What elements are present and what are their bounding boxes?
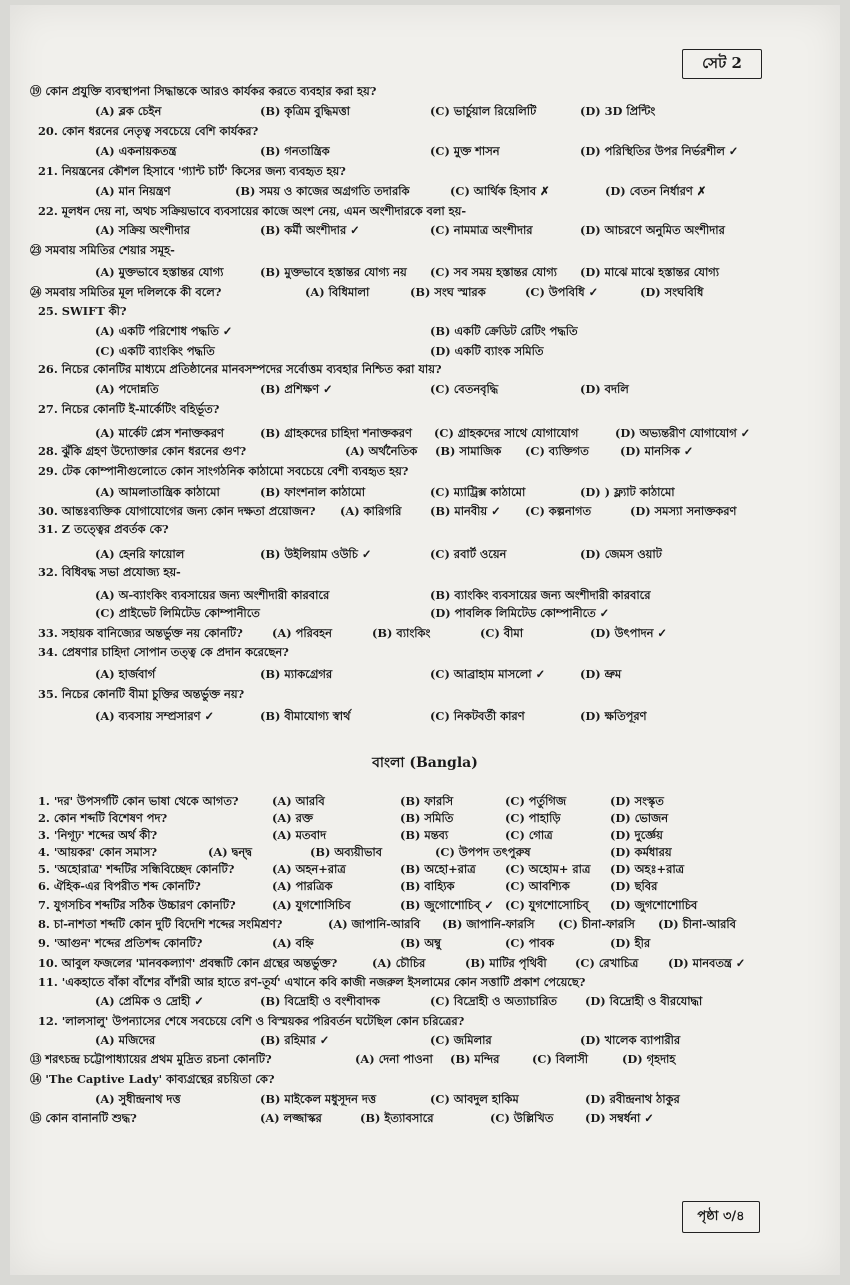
option-text: (B) রহিমার ✓ (260, 1033, 330, 1047)
option-text: (B) ম্যাকগ্রেগর (260, 667, 333, 681)
question-text: 29. টেক কোম্পানীগুলোতে কোন সাংগঠনিক কাঠামো সবচেয়ে বেশী ব্যবহৃত হয়? (38, 464, 409, 478)
option-text: (B) মন্তব্য (400, 828, 449, 842)
option-text: (C) আবশ্যিক (505, 879, 570, 893)
option-text: (C) গ্রাহকদের সাথে যোগাযোগ (434, 426, 579, 440)
option-text: (B) অব্যয়ীভাব (310, 845, 382, 859)
option-text: (B) বিদ্রোহী ও বংশীবাদক (260, 994, 380, 1008)
option-text: (B) সংঘ স্মারক (410, 285, 486, 299)
question-text: 5. 'অহোরাত্র' শব্দটির সন্ধিবিচ্ছেদ কোনটি? (38, 862, 235, 876)
section-title: বাংলা (Bangla) (372, 755, 478, 771)
option-text: (C) রবার্ট ওয়েন (430, 547, 507, 561)
question-text: (A) প্রেমিক ও দ্রোহী ✓ (95, 994, 204, 1008)
option-text: (C) পাহাড়ি (505, 811, 561, 825)
question-line (10, 521, 840, 543)
option-text: (D) গৃহদাহ (622, 1052, 676, 1066)
option-text: (B) গ্রাহকদের চাহিদা শনাক্তকরণ (260, 426, 412, 440)
question-line (10, 143, 840, 165)
question-text: (A) মুক্তভাবে হস্তান্তর যোগ্য (95, 265, 224, 279)
question-text: 10. আবুল ফজলের 'মানবকল্যাণ' প্রবন্ধটি কোন গ্রন্থের অন্তর্ভুক্ত? (38, 956, 338, 970)
option-text: (B) মাইকেল মধুসূদন দত্ত (260, 1092, 377, 1106)
question-text: 3. 'নিগূঢ়' শব্দের অর্থ কী? (38, 828, 158, 842)
option-text: (A) অহন+রাত্র (272, 862, 346, 876)
question-text: (C) প্রাইভেট লিমিটেড কোম্পানীতে (95, 606, 260, 620)
question-line (10, 381, 840, 403)
option-text: (C) আব্রাহাম মাসলো ✓ (430, 667, 546, 681)
option-text: (C) অহোম+ রাত্র (505, 862, 591, 876)
question-text: (A) অ-ব্যাংকিং ব্যবসায়ের জন্য অংশীদারী কারবারে (95, 588, 330, 602)
question-line (10, 935, 840, 957)
option-text: (B) ফাংশনাল কাঠামো (260, 485, 366, 499)
option-text: (C) বিদ্রোহী ও অত্যাচারিত (430, 994, 557, 1008)
option-text: (D) মানসিক ✓ (620, 444, 694, 458)
option-text: (B) ব্যাংকিং ব্যবসায়ের জন্য অংশীদারী কারবারে (430, 588, 651, 602)
question-text: 30. আন্তঃব্যক্তিক যোগাযোগের জন্য কোন দক্ষতা প্রয়োজন? (38, 504, 316, 518)
option-text: (C) সব সময় হস্তান্তর যোগ্য (430, 265, 557, 279)
option-text: (A) জাপানি-আরবি (328, 917, 421, 931)
option-text: (A) অর্থনৈতিক (345, 444, 418, 458)
question-text: (A) একনায়কতন্ত্র (95, 144, 177, 158)
question-text: 28. ঝুঁকি গ্রহণ উদ্যোক্তার কোন ধরনের গুণ? (38, 444, 247, 458)
question-text: 22. মূলধন দেয় না, অথচ সক্রিয়ভাবে ব্যবসায়ের কাজে অংশ নেয়, এমন অংশীদারকে বলা হয়- (38, 204, 467, 218)
option-text: (D) দুর্জ্ঞেয় (610, 828, 663, 842)
option-text: (D) সংঘবিধি (640, 285, 704, 299)
option-text: (B) ব্যাংকিং (372, 626, 431, 640)
option-text: (D) বিদ্রোহী ও বীরযোদ্ধা (585, 994, 703, 1008)
option-text: (C) উপবিধি ✓ (525, 285, 599, 299)
question-text: (A) ব্লক চেইন (95, 104, 162, 118)
option-text: (D) একটি ব্যাংক সমিতি (430, 344, 544, 358)
question-line (10, 443, 840, 465)
question-text: (A) একটি পরিশোধ পদ্ধতি ✓ (95, 324, 233, 338)
option-text: (C) উল্লিখিত (490, 1111, 554, 1125)
question-text: 12. 'লালসালু' উপন্যাসের শেষে সবচেয়ে বেশি ও বিস্ময়কর পরিবর্তন ঘটেছিল কোন চরিত্রের? (38, 1014, 465, 1028)
option-text: (B) ইত্যাবসারে (360, 1111, 434, 1125)
option-text: (C) চীনা-ফারসি (558, 917, 635, 931)
question-text: (A) হেনরি ফায়োল (95, 547, 185, 561)
question-line (10, 242, 840, 264)
option-text: (B) প্রশিক্ষণ ✓ (260, 382, 333, 396)
question-text: 27. নিচের কোনটি ই-মার্কেটিং বহির্ভূত? (38, 402, 220, 416)
question-text: 35. নিচের কোনটি বীমা চুক্তির অন্তর্ভুক্ত নয়? (38, 687, 245, 701)
option-text: (D) রবীন্দ্রনাথ ঠাকুর (585, 1092, 680, 1106)
option-text: (C) যুগশোসোচিব্ (505, 898, 589, 912)
option-text: (C) মুক্ত শাসন (430, 144, 500, 158)
option-text: (C) ম্যাট্রিক্স কাঠামো (430, 485, 526, 499)
option-text: (D) হীর (610, 936, 651, 950)
question-text: 6. ঐহিক-এর বিপরীত শব্দ কোনটি? (38, 879, 201, 893)
option-text: (A) মতবাদ (272, 828, 327, 842)
question-line (10, 361, 840, 383)
option-text: (A) চৌচির (372, 956, 426, 970)
option-text: (D) 3D প্রিন্টিং (580, 104, 656, 118)
option-text: (C) বেতনবৃদ্ধি (430, 382, 499, 396)
option-text: (C) বীমা (480, 626, 524, 640)
option-text: (C) বিলাসী (532, 1052, 588, 1066)
option-text: (C) নামমাত্র অংশীদার (430, 223, 533, 237)
option-text: (B) বাহ্যিক (400, 879, 455, 893)
option-text: (B) জুগোশোচিব্ ✓ (400, 898, 494, 912)
question-line (10, 644, 840, 666)
question-text: ⑭ 'The Captive Lady' কাব্যগ্রন্থের রচয়িতা কে? (30, 1072, 275, 1086)
question-line (10, 1071, 840, 1093)
option-text: (B) বীমাযোগ্য স্বার্থ (260, 709, 351, 723)
question-text: 32. বিধিবদ্ধ সভা প্রযোজ্য হয়- (38, 565, 181, 579)
option-text: (D) পাবলিক লিমিটেড কোম্পানীতে ✓ (430, 606, 610, 620)
option-text: (B) একটি ক্রেডিট রেটিং পদ্ধতি (430, 324, 578, 338)
question-line (10, 163, 840, 185)
option-text: (D) বদলি (580, 382, 629, 396)
question-text: (A) সুধীন্দ্রনাথ দত্ত (95, 1092, 181, 1106)
option-text: (D) অহঃ+রাত্র (610, 862, 685, 876)
question-line (10, 666, 840, 688)
question-line (10, 708, 840, 730)
question-line (10, 183, 840, 205)
question-text: ㉓ সমবায় সমিতির শেয়ার সমূহ- (30, 243, 175, 257)
option-text: (D) খালেক ব্যাপারীর (580, 1033, 681, 1047)
option-text: (B) মানবীয় ✓ (430, 504, 501, 518)
question-line (10, 264, 840, 286)
question-text: 21. নিয়ন্ত্রনের কৌশল হিসাবে 'গ্যান্ট চার্ট' কিসের জন্য ব্যবহৃত হয়? (38, 164, 346, 178)
option-text: (C) রেখাচিত্র (575, 956, 639, 970)
exam-page (10, 5, 840, 1275)
question-text: (C) একটি ব্যাংকিং পদ্ধতি (95, 344, 215, 358)
question-text: (A) সক্রিয় অংশীদার (95, 223, 190, 237)
question-text: 26. নিচের কোনটির মাধ্যমে প্রতিষ্ঠানের মানবসম্পদের সর্বোত্তম ব্যবহার নিশ্চিত করা যায়? (38, 362, 442, 376)
option-text: (A) যুগশোসিচিব (272, 898, 351, 912)
option-text: (C) আবদুল হাকিম (430, 1092, 519, 1106)
option-text: (B) অহো+রাত্র (400, 862, 476, 876)
option-text: (B) উইলিয়াম ওউচি ✓ (260, 547, 372, 561)
page-number: পৃষ্ঠা ৩/৪ (682, 1201, 760, 1233)
option-text: (B) ফারসি (400, 794, 454, 808)
option-text: (B) সামাজিক (435, 444, 502, 458)
question-line (10, 401, 840, 423)
question-text: 4. 'আয়কর' কোন সমাস? (38, 845, 158, 859)
option-text: (D) জেমস ওয়াট (580, 547, 662, 561)
option-text: (B) সময় ও কাজের অগ্রগতি তদারকি (235, 184, 410, 198)
question-line (10, 123, 840, 145)
option-text: (A) কারিগরি (340, 504, 402, 518)
option-text: (C) উপপদ তৎপুরুষ (435, 845, 531, 859)
set-label: সেট 2 (682, 49, 762, 79)
option-text: (B) কৃত্রিম বুদ্ধিমত্তা (260, 104, 350, 118)
option-text: (C) গোত্র (505, 828, 553, 842)
option-text: (C) পর্তুগিজ (505, 794, 567, 808)
question-text: 1. 'দর' উপসর্গটি কোন ভাষা থেকে আগত? (38, 794, 239, 808)
option-text: (D) বেতন নির্ধারণ ✗ (605, 184, 707, 198)
option-text: (A) পারত্রিক (272, 879, 333, 893)
question-text: (A) আমলাতান্ত্রিক কাঠামো (95, 485, 220, 499)
option-text: (D) আচরণে অনুমিত অংশীদার (580, 223, 725, 237)
option-text: (A) দেনা পাওনা (355, 1052, 433, 1066)
option-text: (A) লজ্জাস্কর (260, 1111, 322, 1125)
question-text: (A) মান নিয়ন্ত্রণ (95, 184, 171, 198)
option-text: (A) আরবি (272, 794, 325, 808)
question-text: (A) মার্কেট প্লেস শনাক্তকরণ (95, 426, 224, 440)
question-text: 7. যুগসচিব শব্দটির সঠিক উচ্চারণ কোনটি? (38, 898, 236, 912)
option-text: (D) চীনা-আরবি (658, 917, 737, 931)
question-line (10, 303, 840, 325)
question-text: 11. 'একহাতে বাঁকা বাঁশের বাঁশরী আর হাতে রণ-তূর্য' এখানে কবি কাজী নজরুল ইসলামের কোন সত্তাটি প্রকাশ পেয়েছে? (38, 975, 586, 989)
question-line (10, 83, 840, 105)
option-text: (B) কর্মী অংশীদার ✓ (260, 223, 360, 237)
option-text: (C) কল্পনাগত (525, 504, 592, 518)
question-text: 8. চা-নাশতা শব্দটি কোন দুটি বিদেশি শব্দের সংমিশ্রণ? (38, 917, 283, 931)
option-text: (C) ভার্চুয়াল রিয়েলিটি (430, 104, 537, 118)
option-text: (A) বহ্নি (272, 936, 314, 950)
option-text: (D) জুগশোশোচিব (610, 898, 698, 912)
option-text: (D) অভ্যন্তরীণ যোগাযোগ ✓ (615, 426, 751, 440)
question-text: ㉔ সমবায় সমিতির মূল দলিলকে কী বলে? (30, 285, 222, 299)
option-text: (D) ক্ষতিপূরণ (580, 709, 647, 723)
option-text: (A) রক্ত (272, 811, 313, 825)
option-text: (C) পাবক (505, 936, 555, 950)
question-text: 34. প্রেষণার চাহিদা সোপান তত্ত্ব কে প্রদান করেছেন? (38, 645, 289, 659)
option-text: (C) নিকটবর্তী কারণ (430, 709, 525, 723)
question-line (10, 686, 840, 708)
option-text: (B) অম্বু (400, 936, 441, 950)
question-line (10, 222, 840, 244)
option-text: (A) বিধিমালা (305, 285, 370, 299)
option-text: (C) ব্যক্তিগত (525, 444, 589, 458)
question-text: 33. সহায়ক বানিজ্যের অন্তর্ভুক্ত নয় কোনটি? (38, 626, 243, 640)
option-text: (C) জমিলার (430, 1033, 492, 1047)
option-text: (B) মাটির পৃথিবী (465, 956, 547, 970)
option-text: (D) ভ্রুম (580, 667, 622, 681)
option-text: (A) পরিবহন (272, 626, 332, 640)
option-text: (A) দ্বন্দ্ব (208, 845, 252, 859)
option-text: (D) উৎপাদন ✓ (590, 626, 667, 640)
question-text: (A) ব্যবসায় সম্প্রসারণ ✓ (95, 709, 214, 723)
question-line (10, 993, 840, 1015)
question-text: 25. SWIFT কী? (38, 304, 127, 318)
question-text: 31. Z তত্ত্বের প্রবর্তক কে? (38, 522, 169, 536)
option-text: (C) আর্থিক হিসাব ✗ (450, 184, 550, 198)
question-line (10, 463, 840, 485)
option-text: (D) ভোজন (610, 811, 669, 825)
option-text: (D) মাঝে মাঝে হস্তান্তর যোগ্য (580, 265, 720, 279)
question-line (10, 605, 840, 627)
question-text: ⑲ কোন প্রযুক্তি ব্যবস্থাপনা সিদ্ধান্তকে আরও কার্যকর করতে ব্যবহার করা হয়? (30, 84, 377, 98)
question-line (10, 103, 840, 125)
option-text: (B) গনতান্ত্রিক (260, 144, 330, 158)
option-text: (B) সমিতি (400, 811, 454, 825)
question-text: 9. 'আগুন' শব্দের প্রতিশব্দ কোনটি? (38, 936, 203, 950)
option-text: (D) কর্মধারয় (610, 845, 672, 859)
question-text: 20. কোন ধরনের নেতৃত্ব সবচেয়ে বেশি কার্যকর? (38, 124, 259, 138)
question-text: ⑮ কোন বানানটি শুদ্ধ? (30, 1111, 137, 1125)
option-text: (D) ) ফ্ল্যাট কাঠামো (580, 485, 675, 499)
option-text: (D) সংস্কৃত (610, 794, 664, 808)
question-line (10, 1110, 840, 1132)
option-text: (B) জাপানি-ফারসি (442, 917, 535, 931)
question-text: (A) হার্জবার্গ (95, 667, 156, 681)
option-text: (D) পরিস্থিতির উপর নির্ভরশীল ✓ (580, 144, 739, 158)
question-line (10, 323, 840, 345)
question-text: (A) পদোন্নতি (95, 382, 159, 396)
option-text: (B) মন্দির (450, 1052, 500, 1066)
question-line (10, 564, 840, 586)
option-text: (D) ছবির (610, 879, 658, 893)
question-text: (A) মজিদের (95, 1033, 156, 1047)
option-text: (D) সমস্যা সনাক্তকরণ (630, 504, 737, 518)
option-text: (D) মানবতন্ত্র ✓ (668, 956, 746, 970)
question-line (10, 1051, 840, 1073)
option-text: (B) মুক্তভাবে হস্তান্তর যোগ্য নয় (260, 265, 407, 279)
question-text: 2. কোন শব্দটি বিশেষণ পদ? (38, 811, 168, 825)
question-text: ⑬ শরৎচন্দ্র চট্টোপাধ্যায়ের প্রথম মুদ্রিত রচনা কোনটি? (30, 1052, 272, 1066)
option-text: (D) সম্বর্ধনা ✓ (585, 1111, 654, 1125)
